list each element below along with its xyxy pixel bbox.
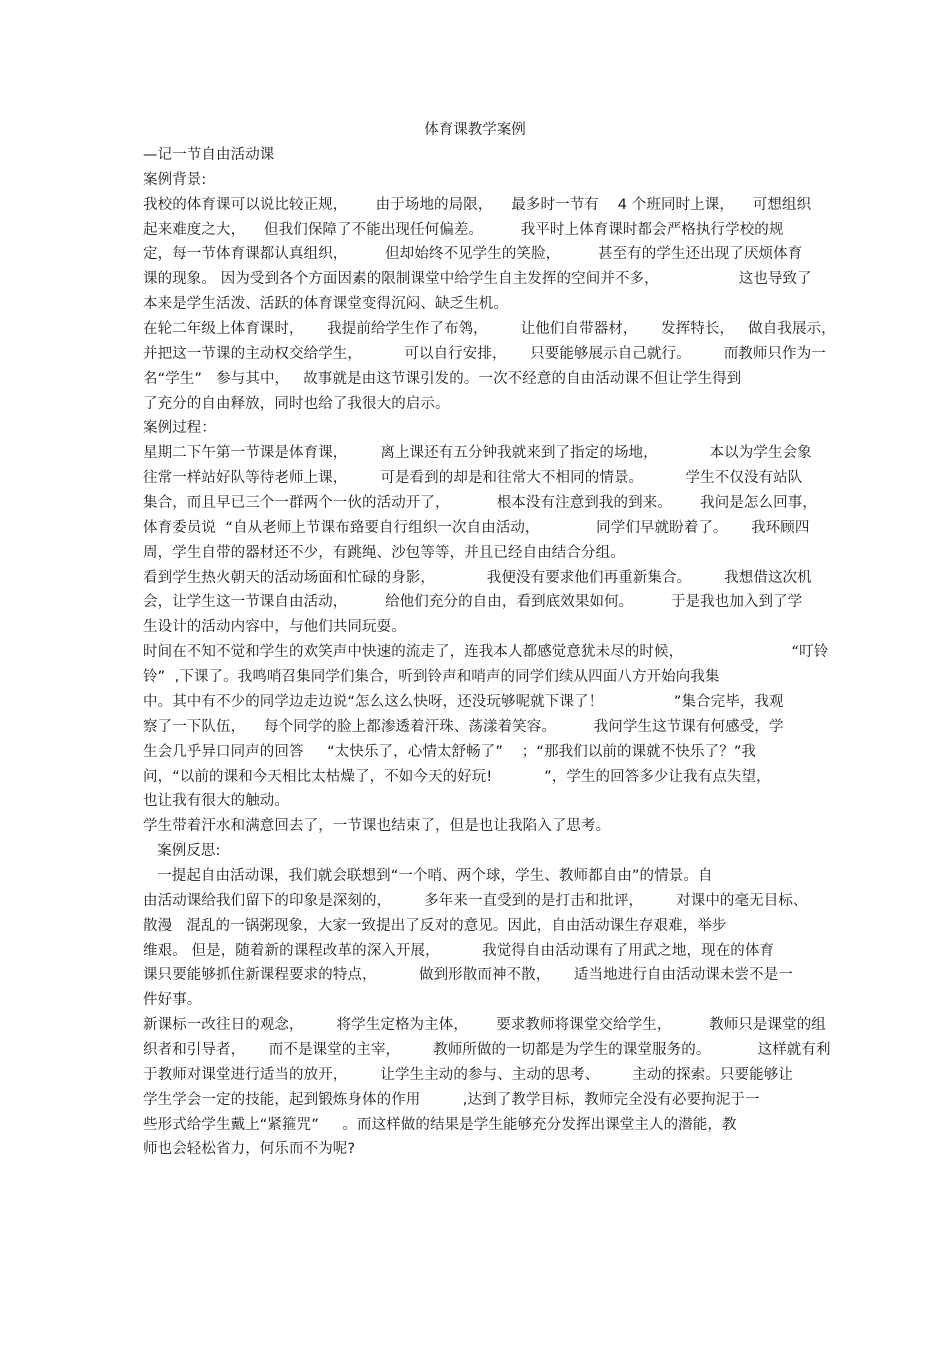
paragraph-line: 并把这一节课的主动权交给学生， 可以自行安排， 只要能够展示自己就行。 而教师只作为一 (143, 346, 826, 362)
paragraph-line: 本来是学生活泼、活跃的体育课堂变得沉闷、缺乏生机。 (143, 296, 508, 312)
paragraph-line: 会，让学生这一节课自由活动， 给他们充分的自由，看到底效果如何。 于是我也加入到了学 (143, 594, 803, 610)
paragraph-line: 周，学生自带的器材还不少，有跳绳、沙包等等，并且已经自由结合分组。 (143, 545, 625, 561)
paragraph-line: 看到学生热火朝天的活动场面和忙碌的身影， 我便没有要求他们再重新集合。 我想借这次机 (143, 570, 812, 586)
paragraph-line: 案例反思: (143, 843, 221, 859)
paragraph-line: 案例背景: (143, 172, 207, 188)
paragraph-line: 生会几乎异口同声的回答 “太快乐了，心情太舒畅了” ；“那我们以前的课就不快乐了？”我 (143, 744, 757, 760)
paragraph-line: 定，每一节体育课都认真组织， 但却始终不见学生的笑脸， 甚至有的学生还出现了厌烦体育 (143, 246, 803, 262)
paragraph-line: 案例过程： (143, 420, 216, 436)
paragraph-line: 星期二下午第一节课是体育课， 离上课还有五分钟我就来到了指定的场地， 本以为学生会象 (143, 445, 812, 461)
paragraph-line: 问，“以前的课和今天相比太枯燥了，不如今天的好玩! ”，学生的回答多少让我有点失望， (143, 769, 771, 785)
paragraph-line: 起来难度之大， 但我们保障了不能出现任何偏差。 我平时上体育课时都会严格执行学校的规 (143, 222, 784, 238)
paragraph-line: 体育委员说 “自从老师上节课布臵要自行组织一次自由活动， 同学们早就盼着了。 我环顾四 (143, 520, 810, 536)
document-subtitle: —记一节自由活动课 (143, 147, 275, 163)
paragraph-line: 我校的体育课可以说比较正规， 由于场地的局限， 最多时一节有 4 个班同时上课， 可想组织 (143, 197, 812, 213)
paragraph-line: 于教师对课堂进行适当的放开， 让学生主动的参与、主动的思考、 主动的探索。只要能够让 (143, 1067, 793, 1083)
paragraph-line: 学生带着汗水和满意回去了，一节课也结束了，但是也让我陷入了思考。 (143, 818, 611, 834)
document-title: 体育课教学案例 (424, 122, 526, 138)
paragraph-line: 课的现象。 因为受到各个方面因素的限制课堂中给学生自主发挥的空间并不多， 这也导致了 (143, 271, 812, 287)
paragraph-line: 生设计的活动内容中，与他们共同玩耍。 (143, 619, 406, 635)
paragraph-line: 中。其中有不少的同学边走边说“怎么这么快呀，还没玩够呢就下课了！ ”集合完毕，我观 (143, 694, 784, 710)
paragraph-line: 新课标一改往日的观念， 将学生定格为主体， 要求教师将课堂交给学生， 教师只是课堂的组 (143, 1017, 826, 1033)
paragraph-line: 察了一下队伍， 每个同学的脸上都渗透着汗珠、荡漾着笑容。 我问学生这节课有何感受，学 (143, 719, 784, 735)
paragraph-line: 集合，而且早已三个一群两个一伙的活动开了， 根本没有注意到我的到来。 我问是怎么回事， (143, 495, 817, 511)
paragraph-line: 也让我有很大的触动。 (143, 793, 289, 809)
paragraph-line: 师也会轻松省力，何乐而不为呢? (143, 1141, 356, 1157)
paragraph-line: 名“学生” 参与其中， 故事就是由这节课引发的。一次不经意的自由活动课不但让学生得到 (143, 371, 742, 387)
paragraph-line: 件好事。 (143, 992, 202, 1008)
paragraph-line: 一提起自由活动课，我们就会联想到“一个哨、两个球，学生、教师都自由”的情景。自 (143, 868, 713, 884)
paragraph-line: 织者和引导者， 而不是课堂的主宰， 教师所做的一切都是为学生的课堂服务的。 这样就有利 (143, 1042, 831, 1058)
paragraph-line: 往常一样站好队等待老师上课， 可是看到的却是和往常大不相同的情景。 学生不仅没有站队 (143, 470, 803, 486)
paragraph-line: 些形式给学生戴上“紧箍咒” 。而这样做的结果是学生能够充分发挥出课堂主人的潜能，教 (143, 1117, 737, 1133)
paragraph-line: 维艰。 但是，随着新的课程改革的深入开展， 我觉得自由活动课有了用武之地，现在的体育 (143, 943, 775, 959)
paragraph-line: 了充分的自由释放，同时也给了我很大的启示。 (143, 396, 450, 412)
paragraph-line: 由活动课给我们留下的印象是深刻的， 多年来一直受到的是打击和批评， 对课中的毫无目标、 (143, 893, 808, 909)
paragraph-line: 时间在不知不觉和学生的欢笑声中快速的流走了，连我本人都感觉意犹未尽的时候， “叮铃 (143, 644, 829, 660)
paragraph-line: 在轮二年级上体育课时， 我提前给学生作了布鸰， 让他们自带器材， 发挥特长， 做自我展示， (143, 321, 836, 337)
paragraph-line: 学生学会一定的技能，起到锻炼身体的作用 ,达到了教学目标，教师完全没有必要拘泥于一 (143, 1092, 760, 1108)
paragraph-line: 散漫 混乱的一锅粥现象，大家一致提出了反对的意见。因此，自由活动课生存艰难，举步 (143, 918, 727, 934)
paragraph-line: 铃” ,下课了。我鸣哨召集同学们集合，听到铃声和哨声的同学们续从四面八方开始向我集 (143, 669, 720, 685)
paragraph-line: 课只要能够抓住新课程要求的特点， 做到形散而神不散， 适当地进行自由活动课未尝不是一 (143, 967, 793, 983)
